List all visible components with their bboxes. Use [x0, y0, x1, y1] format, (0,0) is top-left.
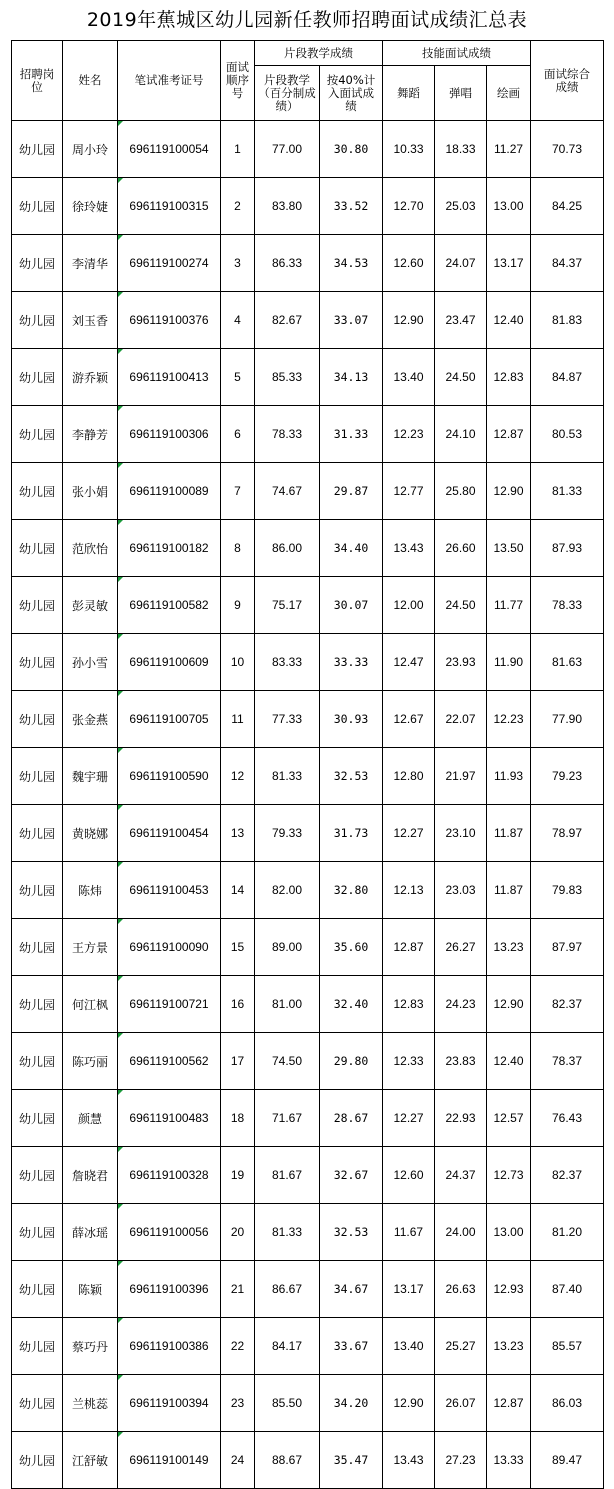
- cell-order: 1: [221, 121, 255, 178]
- cell-sing: 26.60: [435, 520, 487, 577]
- cell-sing: 24.50: [435, 349, 487, 406]
- table-row: [12, 292, 604, 349]
- cell-exam-id: 696119100562: [118, 1033, 221, 1090]
- col-header-post: 招聘岗位: [12, 41, 63, 121]
- cell-total: 80.53: [531, 406, 604, 463]
- cell-teaching-score: 79.33: [255, 805, 320, 862]
- cell-teaching-score: 77.33: [255, 691, 320, 748]
- cell-name: 周小玲: [63, 121, 118, 178]
- cell-sing: 23.03: [435, 862, 487, 919]
- cell-order: 2: [221, 178, 255, 235]
- cell-teaching-score: 86.67: [255, 1261, 320, 1318]
- table-row: [12, 1432, 604, 1489]
- table-row: [12, 748, 604, 805]
- cell-teaching-40: 30.07: [320, 577, 383, 634]
- cell-draw: 12.83: [487, 349, 531, 406]
- cell-order: 23: [221, 1375, 255, 1432]
- cell-post: 幼儿园: [12, 292, 63, 349]
- cell-teaching-40: 31.33: [320, 406, 383, 463]
- cell-name: 张金燕: [63, 691, 118, 748]
- cell-draw: 11.87: [487, 805, 531, 862]
- cell-post: 幼儿园: [12, 235, 63, 292]
- cell-sing: 24.00: [435, 1204, 487, 1261]
- col-header-teaching-score: 片段教学（百分制成绩）: [255, 66, 320, 121]
- cell-order: 7: [221, 463, 255, 520]
- cell-post: 幼儿园: [12, 691, 63, 748]
- table-row: [12, 691, 604, 748]
- cell-post: 幼儿园: [12, 1090, 63, 1147]
- cell-name: 兰桃蕊: [63, 1375, 118, 1432]
- col-header-teaching-group: 片段教学成绩: [255, 41, 383, 66]
- cell-total: 77.90: [531, 691, 604, 748]
- cell-draw: 12.93: [487, 1261, 531, 1318]
- cell-total: 87.40: [531, 1261, 604, 1318]
- cell-order: 13: [221, 805, 255, 862]
- cell-name: 刘玉香: [63, 292, 118, 349]
- cell-exam-id: 696119100396: [118, 1261, 221, 1318]
- cell-exam-id: 696119100306: [118, 406, 221, 463]
- cell-total: 87.97: [531, 919, 604, 976]
- cell-name: 范欣怡: [63, 520, 118, 577]
- cell-exam-id: 696119100721: [118, 976, 221, 1033]
- cell-name: 游乔颖: [63, 349, 118, 406]
- cell-teaching-score: 88.67: [255, 1432, 320, 1489]
- cell-teaching-score: 81.00: [255, 976, 320, 1033]
- cell-post: 幼儿园: [12, 805, 63, 862]
- cell-draw: 12.40: [487, 1033, 531, 1090]
- cell-exam-id: 696119100315: [118, 178, 221, 235]
- cell-name: 李清华: [63, 235, 118, 292]
- cell-order: 5: [221, 349, 255, 406]
- cell-teaching-40: 34.20: [320, 1375, 383, 1432]
- cell-total: 84.37: [531, 235, 604, 292]
- cell-exam-id: 696119100376: [118, 292, 221, 349]
- cell-total: 79.23: [531, 748, 604, 805]
- cell-teaching-40: 32.67: [320, 1147, 383, 1204]
- cell-name: 张小娟: [63, 463, 118, 520]
- cell-teaching-score: 82.00: [255, 862, 320, 919]
- cell-post: 幼儿园: [12, 121, 63, 178]
- cell-post: 幼儿园: [12, 406, 63, 463]
- cell-total: 84.25: [531, 178, 604, 235]
- cell-teaching-40: 31.73: [320, 805, 383, 862]
- table-row: [12, 1204, 604, 1261]
- table-row: [12, 976, 604, 1033]
- cell-teaching-score: 78.33: [255, 406, 320, 463]
- cell-post: 幼儿园: [12, 862, 63, 919]
- cell-draw: 13.33: [487, 1432, 531, 1489]
- cell-exam-id: 696119100609: [118, 634, 221, 691]
- cell-exam-id: 696119100386: [118, 1318, 221, 1375]
- cell-teaching-40: 30.80: [320, 121, 383, 178]
- col-header-exam-id: 笔试准考证号: [118, 41, 221, 121]
- cell-teaching-40: 32.80: [320, 862, 383, 919]
- cell-draw: 12.90: [487, 463, 531, 520]
- cell-name: 陈颖: [63, 1261, 118, 1318]
- cell-draw: 13.17: [487, 235, 531, 292]
- cell-exam-id: 696119100182: [118, 520, 221, 577]
- cell-order: 6: [221, 406, 255, 463]
- cell-draw: 13.50: [487, 520, 531, 577]
- cell-teaching-40: 34.67: [320, 1261, 383, 1318]
- scores-table: [11, 40, 604, 1489]
- cell-teaching-40: 29.80: [320, 1033, 383, 1090]
- cell-sing: 24.07: [435, 235, 487, 292]
- cell-exam-id: 696119100582: [118, 577, 221, 634]
- cell-order: 9: [221, 577, 255, 634]
- cell-teaching-score: 74.67: [255, 463, 320, 520]
- col-header-teaching-40: 按40%计入面试成绩: [320, 66, 383, 121]
- cell-dance: 12.90: [383, 1375, 435, 1432]
- table-row: [12, 178, 604, 235]
- cell-dance: 10.33: [383, 121, 435, 178]
- cell-teaching-40: 30.93: [320, 691, 383, 748]
- cell-name: 陈巧丽: [63, 1033, 118, 1090]
- cell-sing: 27.23: [435, 1432, 487, 1489]
- cell-teaching-score: 89.00: [255, 919, 320, 976]
- cell-teaching-40: 35.60: [320, 919, 383, 976]
- cell-teaching-40: 35.47: [320, 1432, 383, 1489]
- cell-exam-id: 696119100394: [118, 1375, 221, 1432]
- cell-sing: 23.47: [435, 292, 487, 349]
- cell-name: 何江枫: [63, 976, 118, 1033]
- table-row: [12, 577, 604, 634]
- cell-draw: 12.90: [487, 976, 531, 1033]
- cell-dance: 13.17: [383, 1261, 435, 1318]
- cell-dance: 12.60: [383, 235, 435, 292]
- cell-total: 85.57: [531, 1318, 604, 1375]
- cell-order: 17: [221, 1033, 255, 1090]
- cell-draw: 12.87: [487, 406, 531, 463]
- table-row: [12, 235, 604, 292]
- cell-teaching-40: 33.52: [320, 178, 383, 235]
- cell-name: 蔡巧丹: [63, 1318, 118, 1375]
- cell-exam-id: 696119100705: [118, 691, 221, 748]
- cell-dance: 12.83: [383, 976, 435, 1033]
- table-row: [12, 520, 604, 577]
- cell-dance: 12.47: [383, 634, 435, 691]
- cell-post: 幼儿园: [12, 1375, 63, 1432]
- cell-exam-id: 696119100056: [118, 1204, 221, 1261]
- table-row: [12, 1261, 604, 1318]
- cell-total: 70.73: [531, 121, 604, 178]
- cell-dance: 13.43: [383, 1432, 435, 1489]
- cell-name: 黄晓娜: [63, 805, 118, 862]
- col-header-order: 面试顺序号: [221, 41, 255, 121]
- cell-order: 16: [221, 976, 255, 1033]
- cell-draw: 12.87: [487, 1375, 531, 1432]
- table-row: [12, 1375, 604, 1432]
- cell-total: 89.47: [531, 1432, 604, 1489]
- cell-teaching-score: 83.33: [255, 634, 320, 691]
- cell-teaching-40: 34.53: [320, 235, 383, 292]
- cell-exam-id: 696119100274: [118, 235, 221, 292]
- cell-total: 76.43: [531, 1090, 604, 1147]
- cell-dance: 12.67: [383, 691, 435, 748]
- col-header-name: 姓名: [63, 41, 118, 121]
- cell-post: 幼儿园: [12, 520, 63, 577]
- cell-draw: 13.00: [487, 1204, 531, 1261]
- table-row: [12, 919, 604, 976]
- cell-exam-id: 696119100149: [118, 1432, 221, 1489]
- cell-exam-id: 696119100413: [118, 349, 221, 406]
- cell-total: 82.37: [531, 976, 604, 1033]
- cell-draw: 11.93: [487, 748, 531, 805]
- table-row: [12, 862, 604, 919]
- cell-order: 8: [221, 520, 255, 577]
- cell-total: 78.33: [531, 577, 604, 634]
- cell-total: 84.87: [531, 349, 604, 406]
- cell-name: 陈炜: [63, 862, 118, 919]
- cell-teaching-40: 32.53: [320, 1204, 383, 1261]
- cell-post: 幼儿园: [12, 1432, 63, 1489]
- cell-teaching-40: 32.40: [320, 976, 383, 1033]
- cell-name: 詹晓君: [63, 1147, 118, 1204]
- cell-draw: 13.23: [487, 1318, 531, 1375]
- cell-name: 孙小雪: [63, 634, 118, 691]
- cell-draw: 11.90: [487, 634, 531, 691]
- cell-total: 86.03: [531, 1375, 604, 1432]
- cell-dance: 12.27: [383, 805, 435, 862]
- header-row-1: [12, 41, 604, 66]
- cell-teaching-score: 74.50: [255, 1033, 320, 1090]
- cell-order: 3: [221, 235, 255, 292]
- cell-total: 78.97: [531, 805, 604, 862]
- cell-exam-id: 696119100089: [118, 463, 221, 520]
- cell-total: 81.20: [531, 1204, 604, 1261]
- cell-draw: 12.40: [487, 292, 531, 349]
- cell-order: 18: [221, 1090, 255, 1147]
- cell-teaching-score: 86.00: [255, 520, 320, 577]
- cell-order: 21: [221, 1261, 255, 1318]
- cell-total: 81.33: [531, 463, 604, 520]
- cell-total: 81.63: [531, 634, 604, 691]
- cell-order: 20: [221, 1204, 255, 1261]
- table-row: [12, 349, 604, 406]
- cell-order: 10: [221, 634, 255, 691]
- page-title: 2019年蕉城区幼儿园新任教师招聘面试成绩汇总表: [86, 9, 528, 31]
- cell-dance: 12.60: [383, 1147, 435, 1204]
- cell-teaching-score: 71.67: [255, 1090, 320, 1147]
- cell-sing: 25.27: [435, 1318, 487, 1375]
- cell-total: 81.83: [531, 292, 604, 349]
- cell-dance: 12.23: [383, 406, 435, 463]
- cell-sing: 23.93: [435, 634, 487, 691]
- cell-sing: 23.83: [435, 1033, 487, 1090]
- cell-dance: 12.33: [383, 1033, 435, 1090]
- cell-sing: 21.97: [435, 748, 487, 805]
- col-header-sing: 弹唱: [435, 66, 487, 121]
- cell-total: 78.37: [531, 1033, 604, 1090]
- cell-name: 王方景: [63, 919, 118, 976]
- cell-post: 幼儿园: [12, 463, 63, 520]
- cell-teaching-score: 85.33: [255, 349, 320, 406]
- cell-order: 15: [221, 919, 255, 976]
- cell-exam-id: 696119100483: [118, 1090, 221, 1147]
- cell-sing: 24.23: [435, 976, 487, 1033]
- cell-order: 14: [221, 862, 255, 919]
- cell-dance: 11.67: [383, 1204, 435, 1261]
- cell-dance: 12.27: [383, 1090, 435, 1147]
- cell-sing: 24.50: [435, 577, 487, 634]
- cell-total: 82.37: [531, 1147, 604, 1204]
- cell-dance: 12.77: [383, 463, 435, 520]
- cell-teaching-score: 82.67: [255, 292, 320, 349]
- table-row: [12, 805, 604, 862]
- cell-name: 李静芳: [63, 406, 118, 463]
- cell-post: 幼儿园: [12, 1204, 63, 1261]
- cell-order: 4: [221, 292, 255, 349]
- table-row: [12, 121, 604, 178]
- table-body: [12, 121, 604, 1489]
- cell-total: 87.93: [531, 520, 604, 577]
- table-row: [12, 463, 604, 520]
- cell-name: 徐玲婕: [63, 178, 118, 235]
- cell-exam-id: 696119100090: [118, 919, 221, 976]
- cell-draw: 13.00: [487, 178, 531, 235]
- cell-exam-id: 696119100054: [118, 121, 221, 178]
- cell-order: 24: [221, 1432, 255, 1489]
- cell-order: 12: [221, 748, 255, 805]
- table-row: [12, 1318, 604, 1375]
- cell-dance: 12.90: [383, 292, 435, 349]
- cell-total: 79.83: [531, 862, 604, 919]
- cell-sing: 23.10: [435, 805, 487, 862]
- cell-post: 幼儿园: [12, 1261, 63, 1318]
- cell-teaching-score: 84.17: [255, 1318, 320, 1375]
- cell-dance: 12.80: [383, 748, 435, 805]
- table-row: [12, 634, 604, 691]
- cell-teaching-score: 86.33: [255, 235, 320, 292]
- cell-post: 幼儿园: [12, 1147, 63, 1204]
- cell-exam-id: 696119100454: [118, 805, 221, 862]
- col-header-total: 面试综合成绩: [531, 41, 604, 121]
- cell-teaching-score: 75.17: [255, 577, 320, 634]
- cell-draw: 12.73: [487, 1147, 531, 1204]
- table-row: [12, 1090, 604, 1147]
- cell-dance: 12.70: [383, 178, 435, 235]
- cell-teaching-score: 81.67: [255, 1147, 320, 1204]
- cell-order: 19: [221, 1147, 255, 1204]
- cell-name: 魏宇珊: [63, 748, 118, 805]
- cell-post: 幼儿园: [12, 178, 63, 235]
- cell-exam-id: 696119100453: [118, 862, 221, 919]
- cell-teaching-40: 33.07: [320, 292, 383, 349]
- cell-sing: 22.07: [435, 691, 487, 748]
- cell-post: 幼儿园: [12, 349, 63, 406]
- cell-order: 22: [221, 1318, 255, 1375]
- cell-teaching-40: 32.53: [320, 748, 383, 805]
- cell-dance: 12.87: [383, 919, 435, 976]
- cell-sing: 24.10: [435, 406, 487, 463]
- cell-teaching-40: 28.67: [320, 1090, 383, 1147]
- cell-teaching-40: 29.87: [320, 463, 383, 520]
- cell-name: 彭灵敏: [63, 577, 118, 634]
- col-header-draw: 绘画: [487, 66, 531, 121]
- cell-teaching-40: 33.33: [320, 634, 383, 691]
- cell-dance: 12.13: [383, 862, 435, 919]
- cell-sing: 26.63: [435, 1261, 487, 1318]
- cell-post: 幼儿园: [12, 1318, 63, 1375]
- cell-name: 江舒敏: [63, 1432, 118, 1489]
- col-header-skill-group: 技能面试成绩: [383, 41, 531, 66]
- cell-teaching-score: 83.80: [255, 178, 320, 235]
- cell-teaching-score: 81.33: [255, 748, 320, 805]
- cell-draw: 12.57: [487, 1090, 531, 1147]
- cell-name: 薛冰瑶: [63, 1204, 118, 1261]
- cell-post: 幼儿园: [12, 976, 63, 1033]
- cell-teaching-score: 77.00: [255, 121, 320, 178]
- cell-sing: 22.93: [435, 1090, 487, 1147]
- cell-sing: 18.33: [435, 121, 487, 178]
- cell-post: 幼儿园: [12, 577, 63, 634]
- cell-name: 颜慧: [63, 1090, 118, 1147]
- cell-sing: 24.37: [435, 1147, 487, 1204]
- table-row: [12, 1033, 604, 1090]
- cell-dance: 13.43: [383, 520, 435, 577]
- cell-post: 幼儿园: [12, 634, 63, 691]
- cell-draw: 13.23: [487, 919, 531, 976]
- cell-exam-id: 696119100590: [118, 748, 221, 805]
- cell-sing: 25.03: [435, 178, 487, 235]
- cell-post: 幼儿园: [12, 748, 63, 805]
- cell-sing: 26.07: [435, 1375, 487, 1432]
- cell-draw: 12.23: [487, 691, 531, 748]
- table-row: [12, 1147, 604, 1204]
- table-row: [12, 406, 604, 463]
- cell-dance: 12.00: [383, 577, 435, 634]
- cell-dance: 13.40: [383, 349, 435, 406]
- cell-teaching-40: 34.13: [320, 349, 383, 406]
- cell-draw: 11.77: [487, 577, 531, 634]
- cell-teaching-40: 34.40: [320, 520, 383, 577]
- cell-teaching-score: 85.50: [255, 1375, 320, 1432]
- cell-draw: 11.87: [487, 862, 531, 919]
- cell-draw: 11.27: [487, 121, 531, 178]
- cell-post: 幼儿园: [12, 1033, 63, 1090]
- col-header-dance: 舞蹈: [383, 66, 435, 121]
- cell-exam-id: 696119100328: [118, 1147, 221, 1204]
- cell-teaching-40: 33.67: [320, 1318, 383, 1375]
- cell-dance: 13.40: [383, 1318, 435, 1375]
- cell-sing: 25.80: [435, 463, 487, 520]
- cell-order: 11: [221, 691, 255, 748]
- cell-post: 幼儿园: [12, 919, 63, 976]
- cell-sing: 26.27: [435, 919, 487, 976]
- cell-teaching-score: 81.33: [255, 1204, 320, 1261]
